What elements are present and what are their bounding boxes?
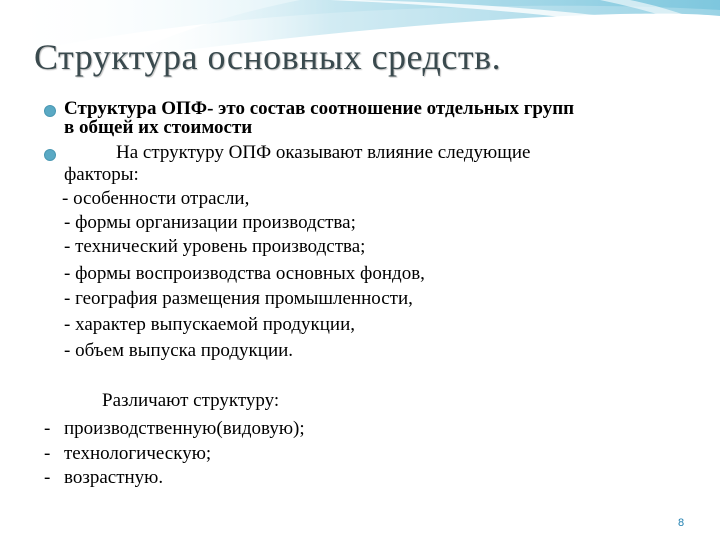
factor-item: - особенности отрасли,: [62, 188, 250, 209]
structure-type: технологическую;: [64, 443, 212, 464]
dash-marker: -: [44, 443, 51, 464]
bullet-icon: [44, 149, 56, 161]
factor-item: - формы организации производства;: [64, 212, 356, 233]
bullet-text: На структуру ОПФ оказывают влияние следующие: [116, 142, 531, 163]
structure-intro: Различают структуру:: [102, 390, 280, 411]
factor-item: - объем выпуска продукции.: [64, 340, 294, 361]
bullet-icon: [44, 105, 56, 117]
bullet-text: Структура ОПФ- это состав соотношение отдельных групп: [64, 98, 575, 119]
bullet-text-continued: в общей их стоимости: [64, 117, 253, 138]
factor-item: - формы воспроизводства основных фондов,: [64, 263, 425, 284]
structure-type: производственную(видовую);: [64, 418, 305, 439]
factor-item: - технический уровень производства;: [64, 236, 366, 257]
dash-marker: -: [44, 418, 51, 439]
slide-title: Структура основных средств.: [34, 37, 502, 77]
factor-item: - характер выпускаемой продукции,: [64, 314, 356, 335]
dash-marker: -: [44, 467, 51, 488]
page-number: 8: [678, 517, 685, 529]
factor-item: - география размещения промышленности,: [64, 288, 413, 309]
structure-type: возрастную.: [64, 467, 164, 488]
bullet-text-continued: факторы:: [64, 164, 139, 185]
